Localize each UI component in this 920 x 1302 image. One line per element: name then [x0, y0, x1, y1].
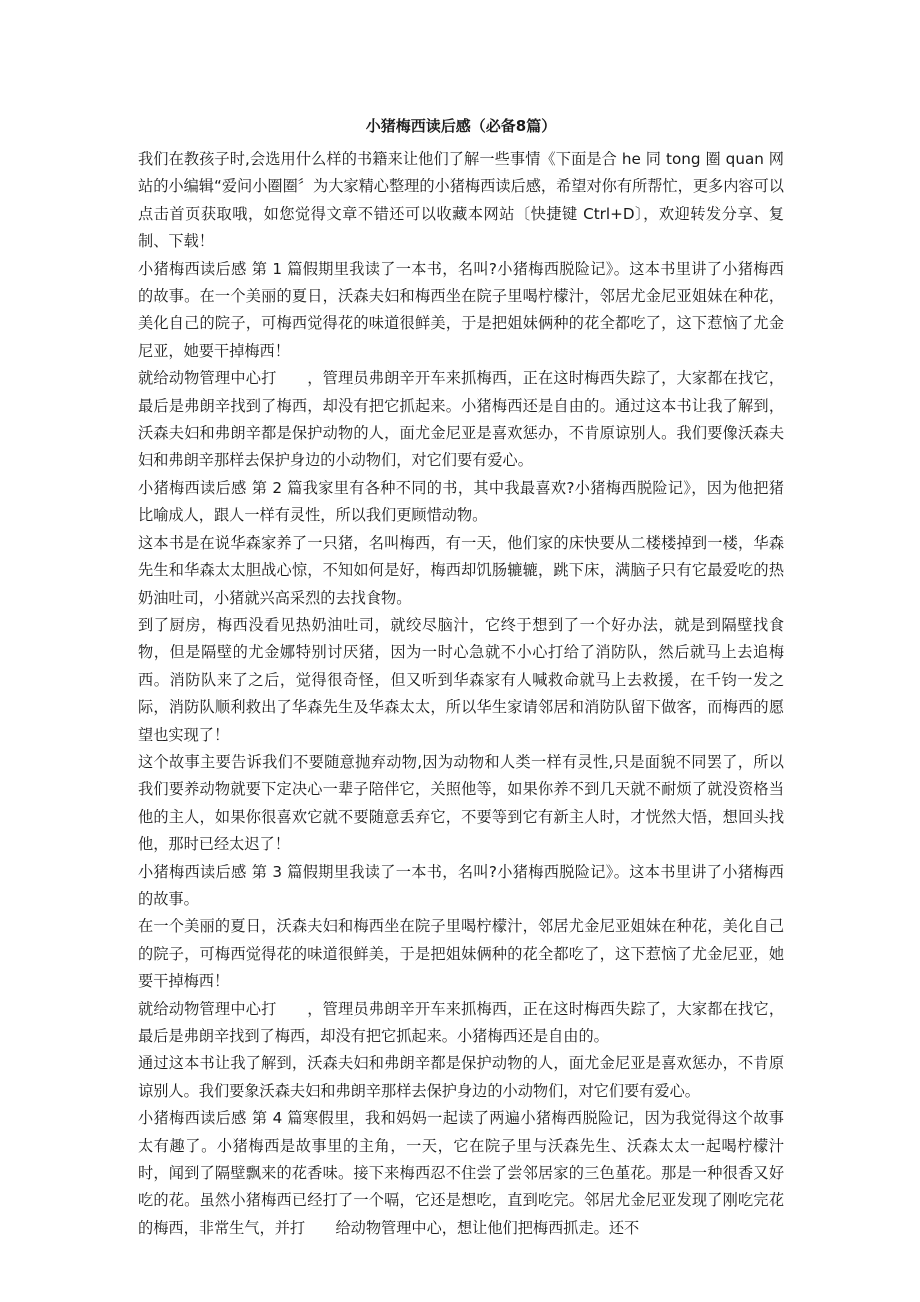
body-paragraph: 在一个美丽的夏日，沃森夫妇和梅西坐在院子里喝柠檬汁，邻居尤金尼亚姐妹在种花，美化自己的院子，可梅西觉得花的味道很鲜美，于是把姐妹俩种的花全都吃了，这下惹恼了尤金尼亚，她要干掉梅西！ [138, 917, 784, 991]
intro-paragraph: 我们在教孩子时,会选用什么样的书籍来让他们了解一些事情《下面是合 he 同 tong 圈 quan 网站的小编辑“爱问小圈圈〞为大家精心整理的小猪梅西读后感，希望对你有所帮忙，更多内容可以点击首页获取哦，如您觉得文章不错还可以收藏本网站〔快捷键 Ctrl+D〕，欢迎转发分享、复制、下载！ [138, 150, 784, 251]
body-paragraph: 小猪梅西读后感 第 3 篇假期里我读了一本书，名叫?小猪梅西脱险记》。这本书里讲了小猪梅西的故事。 [138, 862, 784, 908]
body-paragraph: 这个故事主要告诉我们不要随意抛弃动物,因为动物和人类一样有灵性,只是面貌不同罢了，所以我们要养动物就要下定决心一辈子陪伴它，关照他等，如果你养不到几天就不耐烦了就没资格当他的主人，如果你很喜欢它就不要随意丢弃它，不要等到它有新主人时，才恍然大悟，想回头找他，那时已经太迟了！ [138, 752, 784, 854]
body-paragraph: 小猪梅西读后感 第 1 篇假期里我读了一本书，名叫?小猪梅西脱险记》。这本书里讲了小猪梅西的故事。在一个美丽的夏日，沃森夫妇和梅西坐在院子里喝柠檬汁，邻居尤金尼亚姐妹在种花，美化自己的院子，可梅西觉得花的味道很鲜美，于是把姐妹俩种的花全都吃了，这下惹恼了尤金尼亚，她要干掉梅西！ [138, 259, 784, 360]
body-paragraph: 就给动物管理中心打 ，管理员弗朗辛开车来抓梅西，正在这时梅西失踪了，大家都在找它，最后是弗朗辛找到了梅西，却没有把它抓起来。小猪梅西还是自由的。 [138, 999, 784, 1045]
body-paragraph: 小猪梅西读后感 第 2 篇我家里有各种不同的书，其中我最喜欢?小猪梅西脱险记》，因为他把猪比喻成人，跟人一样有灵性，所以我们更顾惜动物。 [138, 478, 784, 525]
body-paragraph: 就给动物管理中心打 ，管理员弗朗辛开车来抓梅西，正在这时梅西失踪了，大家都在找它，最后是弗朗辛找到了梅西，却没有把它抓起来。小猪梅西还是自由的。通过这本书让我了解到，沃森夫妇和弗朗辛都是保护动物的人，面尤金尼亚是喜欢惩办，不肯原谅别人。我们要像沃森夫妇和弗朗辛那样去保护身边的小动物们，对它们要有爱心。 [138, 369, 784, 470]
body-paragraph: 通过这本书让我了解到，沃森夫妇和弗朗辛都是保护动物的人，面尤金尼亚是喜欢惩办，不肯原谅别人。我们要象沃森夫妇和弗朗辛那样去保护身边的小动物们，对它们要有爱心。 [138, 1054, 784, 1100]
body-paragraph: 这本书是在说华森家养了一只猪，名叫梅西，有一天，他们家的床快要从二楼楼掉到一楼，华森先生和华森太太胆战心惊，不知如何是好，梅西却饥肠辘辘，跳下床，满脑子只有它最爱吃的热奶油吐司，小猪就兴高采烈的去找食物。 [138, 533, 784, 607]
document-title: 小猪梅西读后感（必备8篇） [365, 117, 557, 135]
body-paragraph: 到了厨房，梅西没看见热奶油吐司，就绞尽脑汁，它终于想到了一个好办法，就是到隔壁找食物，但是隔壁的尤金娜特别讨厌猪，因为一时心急就不小心打给了消防队，然后就马上去追梅西。消防队来了之后，觉得很奇怪，但又听到华森家有人喊救命就马上去救援，在千钧一发之际，消防队顺利救出了华森先生及华森太太，所以华生家请邻居和消防队留下做客，而梅西的愿望也实现了！ [138, 615, 784, 744]
document-page [138, 112, 784, 1242]
body-paragraph: 小猪梅西读后感 第 4 篇寒假里，我和妈妈一起读了两遍小猪梅西脱险记，因为我觉得这个故事太有趣了。小猪梅西是故事里的主角，一天，它在院子里与沃森先生、沃森太太一起喝柠檬汁时，闻到了隔壁飘来的花香味。接下来梅西忍不住尝了尝邻居家的三色堇花。那是一种很香又好吃的花。虽然小猪梅西已经打了一个嗝，它还是想吃，直到吃完。邻居尤金尼亚发现了刚吃完花的梅西，非常生气，并打 给动物管理中心，想让他们把梅西抓走。还不 [138, 1109, 784, 1237]
